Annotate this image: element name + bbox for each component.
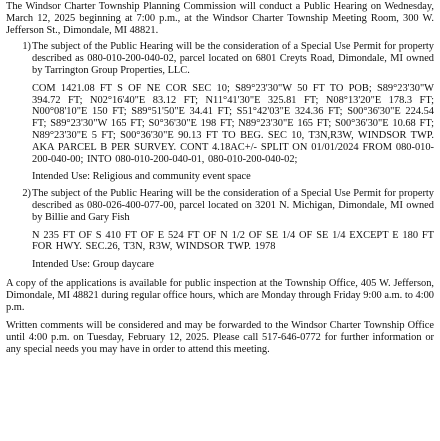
item-number: 2) — [22, 188, 31, 200]
intended-use: Intended Use: Religious and community event space — [32, 171, 251, 183]
item-number: 1) — [22, 41, 31, 53]
hearing-item-2 — [6, 188, 434, 223]
availability-paragraph: A copy of the applications is available for public inspection at the Township Office, 405 W. Jefferson, Dimondale, MI 48821 during regular office hours, which are Monday through Friday 9:00 a.m. to 4:00 p.m. — [6, 277, 434, 313]
item-subject: The subject of the Public Hearing will be the consideration of a Special Use Permit for property described as 080-026-400-077-00, parcel located on 3201 N. Michigan, Dimondale, MI owned by Billie and Gary Fish — [32, 188, 434, 223]
public-hearing-notice — [0, 1, 440, 356]
notice-intro: The Windsor Charter Township Planning Commission will conduct a Public Hearing on Wednesday, March 12, 2025 beginning at 7:00 p.m., at the Windsor Charter Township Meeting Room, 300 W. Jefferson St., Dimondale, MI 48821. — [6, 1, 434, 36]
comments-paragraph: Written comments will be considered and may be forwarded to the Windsor Charter Township Office until 4:00 p.m. on Tuesday, February 12, 2025. Please call 517-646-0772 for further information or any special needs you may have in order to attend this meeting. — [6, 320, 434, 355]
item-body — [32, 188, 434, 223]
item-1-details — [32, 83, 434, 183]
legal-description: COM 1421.08 FT S OF NE COR SEC 10; S89°23'30"W 50 FT TO POB; S89°23'30"W 394.72 FT; N02°16'40"E 83.12 FT; N11°41'30"E 325.81 FT; N08°13'20"E 178.3 FT; N00°08'10"E 150 FT; S89°51'50"E 34.41 FT; S51°42'03"E 324.36 FT; S00°36'30"E 224.54 FT; S89°23'30"W 165 FT; S0°36'30"E 198 FT; N89°23'30"E 165 FT; S00°36'30"E 10.68 FT; N89°23'30"E 5 FT; S00°36'30"E 90.13 FT TO BEG. SEC 10, T3N,R3W, WINDSOR TWP. AKA PARCEL B PER SURVEY. CONT 4.18AC+/- SPLIT ON 01/01/2024 FROM 080-010-200-040-00; INTO 080-010-200-040-01, 080-010-200-040-02; — [32, 82, 434, 165]
item-body — [32, 41, 434, 76]
item-2-details — [32, 230, 434, 271]
intended-use: Intended Use: Group daycare — [32, 259, 155, 271]
hearing-item-1 — [6, 41, 434, 76]
item-subject: The subject of the Public Hearing will be the consideration of a Special Use Permit for property described as 080-010-200-040-02, parcel located on 6801 Creyts Road, Dimondale, MI owned by Tarrington Group Properties, LLC. — [32, 41, 434, 76]
legal-description: N 235 FT OF S 410 FT OF E 524 FT OF N 1/2 OF SE 1/4 OF SE 1/4 EXCEPT E 180 FT FOR HWY. SEC.26, T3N, R3W, WINDSOR TWP. 1978 — [32, 229, 434, 253]
